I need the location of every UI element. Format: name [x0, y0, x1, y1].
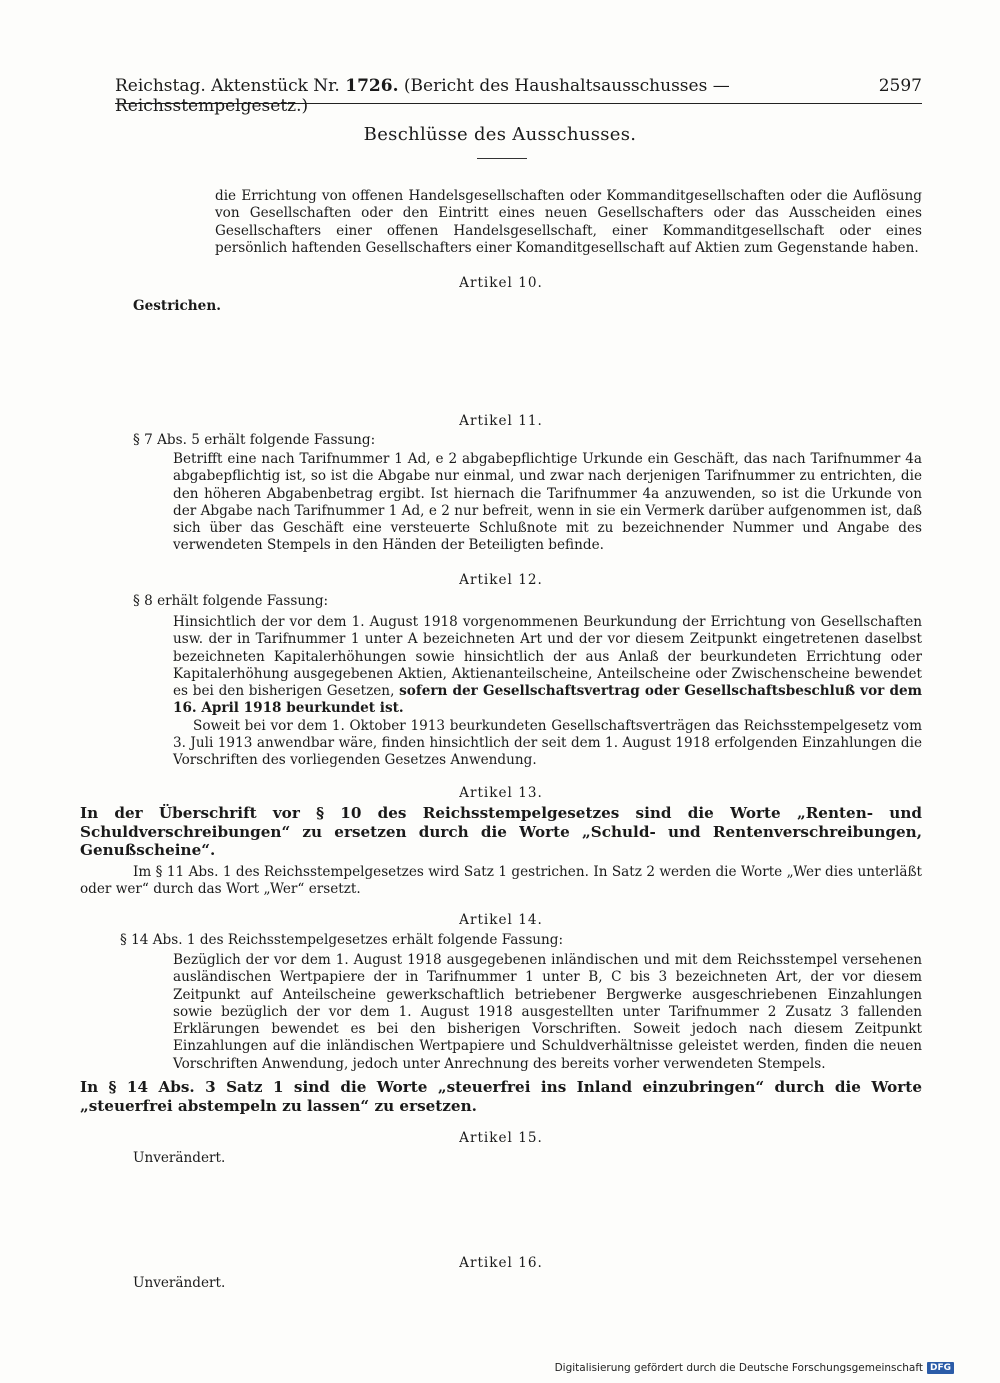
intro-text: die Errichtung von offenen Handelsgesellschaften oder Kommanditgesellschaften oder die Auflösung von Gesellschaften oder den Eintritt eines neuen Gesellschafters oder das Ausscheiden eines Gesellschafters einer offenen Handelsgesellschaft, einer Kommanditgesellschaft oder eines persönlich haftenden Gesellschafters einer Komanditgesellschaft auf Aktien zum Gegenstande haben. — [215, 188, 922, 256]
header-subtitle: (Bericht des Haushaltsausschusses — Reichsstempelgesetz.) — [115, 76, 730, 116]
art10-text: Gestrichen. — [133, 298, 221, 314]
art13-text — [80, 864, 922, 899]
art14-heading: Artikel 14. — [459, 912, 543, 928]
art12-lead: § 8 erhält folgende Fassung: — [133, 593, 329, 609]
art11-body: Betrifft eine nach Tarifnummer 1 Ad, e 2 abgabepflichtige Urkunde ein Geschäft, das nach Tarifnummer 4a abgabepflichtig ist, so ist die Abgabe nur einmal, und zwar nach derjenigen Tarifnummer zu entrichten, die den höheren Abgabenbetrag ergibt. Ist hiernach die Tarifnummer 4a anzuwenden, so ist die Urkunde von der Abgabe nach Tarifnummer 1 Ad, e 2 nur befreit, wenn in sie ein Vermerk darüber aufgenommen ist, daß sich über das Geschäft eine versteuerte Schlußnote mit zu bezeichnender Nummer und Angabe des verwendeten Stempels in den Händen der Beteiligten befinde. — [173, 451, 922, 554]
art12-body2: Soweit bei vor dem 1. Oktober 1913 beurkundeten Gesellschaftsverträgen das Reichsstempelgesetz vom 3. Juli 1913 anwendbar wäre, finden hinsichtlich der seit dem 1. August 1918 erfolgenden Einzahlungen die Vorschriften des vorliegenden Gesetzes Anwendung. — [173, 717, 922, 769]
art11-text — [173, 451, 922, 555]
art12-body: Hinsichtlich der vor dem 1. August 1918 vorgenommenen Beurkundung der Errichtung von Gesellschaften usw. der in Tarifnummer 1 unter A bezeichneten Art und der vor diesem Zeitpunkt eingetretenen daselbst bezeichneten Kapitalerhöhungen sowie hinsichtlich der aus Anlaß der beurkundeten Errichtung oder Kapitalerhöhung ausgegebenen Aktien, Aktienanteilscheine, Anteilscheine oder Zwischenscheine bewendet es bei den bisherigen Gesetzen, — [173, 614, 922, 700]
header-rule — [115, 103, 922, 104]
header-number: 1726. — [345, 76, 399, 96]
intro-paragraph — [80, 188, 922, 257]
art14-body: Bezüglich der vor dem 1. August 1918 ausgegebenen inländischen und mit dem Reichsstempel versehenen ausländischen Wertpapiere der in Tarifnummer 1 unter B, C bis 3 bezeichneten Art, der vor diesem Zeitpunkt auf Anteilscheine gewerkschaftlich betriebener Bergwerke ausgeschriebenen Einzahlungen sowie bezüglich der vor dem 1. August 1918 ausgestellten unter Tarifnummer 2 Zusatz 3 fallenden Erklärungen bewendet es bei den bisherigen Vorschriften. Soweit jedoch nach diesem Zeitpunkt Einzahlungen auf die inländischen Wertpapiere und Schuldverhältnisse geleistet werden, finden die neuen Vorschriften Anwendung, jedoch unter Anrechnung des bereits vorher verwendeten Stempels. — [173, 952, 922, 1072]
header-left: Reichstag. Aktenstück Nr. — [115, 76, 340, 96]
header-title — [115, 76, 879, 116]
art12-heading: Artikel 12. — [459, 572, 543, 588]
art15-heading: Artikel 15. — [459, 1130, 543, 1146]
art11-lead: § 7 Abs. 5 erhält folgende Fassung: — [133, 432, 376, 448]
art16-text: Unverändert. — [133, 1275, 226, 1291]
digitization-footer — [555, 1362, 954, 1374]
dfg-logo: DFG — [927, 1362, 954, 1374]
art14-text — [173, 952, 922, 1073]
art13-amendment: In der Überschrift vor § 10 des Reichsstempelgesetzes sind die Worte „Renten- und Schuldverschreibungen“ zu ersetzen durch die Worte „Schuld- und Rentenverschreibungen, Genußscheine“. — [80, 804, 922, 859]
art12-bold: sofern der Gesellschaftsvertrag oder Gesellschaftsbeschluß vor dem 16. April 1918 beurkundet ist. — [173, 683, 922, 717]
section-title: Beschlüsse des Ausschusses. — [363, 124, 637, 145]
art13-body: Im § 11 Abs. 1 des Reichsstempelgesetzes wird Satz 1 gestrichen. In Satz 2 werden die Worte „Wer dies unterläßt oder wer“ durch das Wort „Wer“ ersetzt. — [80, 864, 922, 898]
art14-lead: § 14 Abs. 1 des Reichsstempelgesetzes erhält folgende Fassung: — [120, 932, 564, 948]
title-rule — [477, 158, 527, 159]
art10-heading: Artikel 10. — [459, 275, 543, 291]
art12-text — [173, 614, 922, 770]
art11-heading: Artikel 11. — [459, 413, 543, 429]
art15-text: Unverändert. — [133, 1150, 226, 1166]
running-header — [115, 76, 922, 116]
page-number: 2597 — [878, 76, 922, 96]
art13-heading: Artikel 13. — [459, 785, 543, 801]
art14-amendment: In § 14 Abs. 3 Satz 1 sind die Worte „steuerfrei ins Inland einzubringen“ durch die Worte „steuerfrei abstempeln zu lassen“ zu ersetzen. — [80, 1078, 922, 1115]
art16-heading: Artikel 16. — [459, 1255, 543, 1271]
footer-text: Digitalisierung gefördert durch die Deutsche Forschungsgemeinschaft — [554, 1362, 923, 1374]
